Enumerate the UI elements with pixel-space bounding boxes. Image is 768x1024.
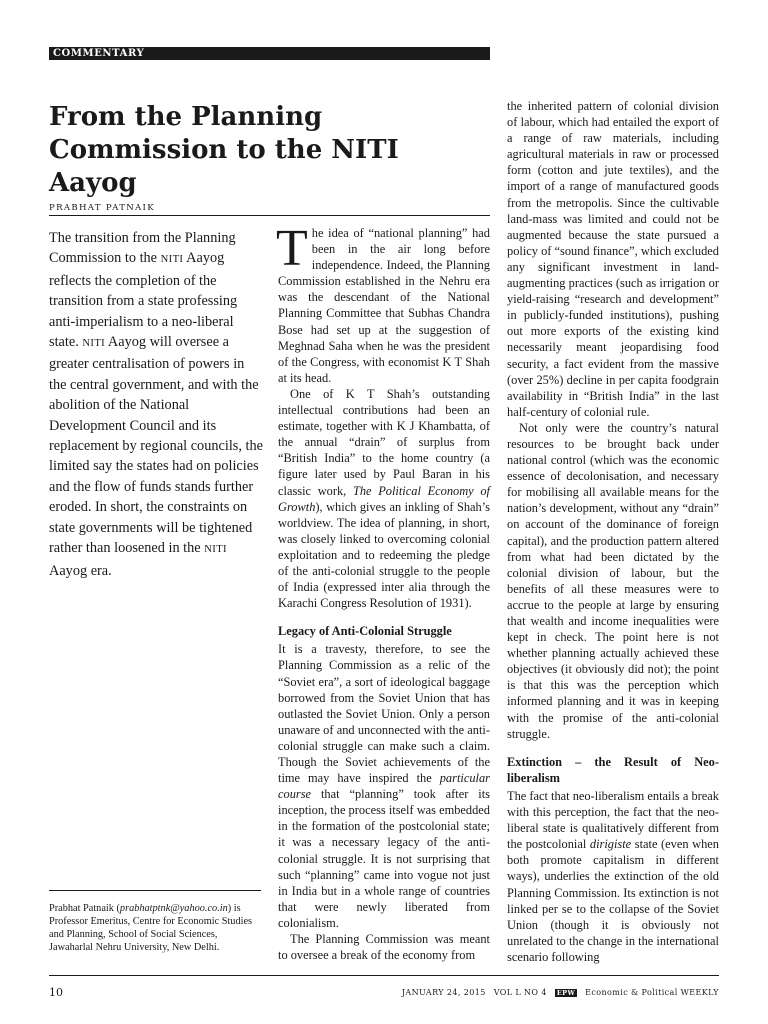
paragraph — [278, 931, 490, 963]
text-span: NITI — [160, 254, 184, 266]
page-title: From the Planning Commission to the NITI Aayog — [49, 102, 399, 198]
divider — [49, 215, 490, 216]
abstract — [49, 228, 265, 581]
italic-text: particular course — [278, 771, 490, 802]
text-span: One of K T Shah’s outstanding intellectual contributions had been an estimate, together with K J Khambatta, of the annual “drain” of surplus from “British India” to the home country (a figure later used by Paul Baran in his classic work, — [278, 386, 490, 498]
section-heading: Extinction – the Result of Neo-liberalism — [507, 754, 719, 785]
author-divider — [49, 890, 261, 891]
text-span: Aayog will oversee a greater centralisation of powers in the central government, and with the abolition of the National Development Council and its replacement by regional councils, the limited say the states had on policies and the flow of funds stands further eroded. In short, the constraints on state governments will be tightened rather than loosened in the — [49, 334, 263, 557]
section-label: COMMENTARY — [49, 47, 490, 60]
paragraph — [276, 220, 490, 386]
text-span: that “planning” took after its inception, the process itself was embedded in the formation of the postcolonial state; it was a necessary legacy of the anti-colonial struggle. It is not surprising that such “planning” came into vogue not just in India but in a whole range of countries that were newly liberated from colonialism. — [278, 787, 490, 930]
text-span: It is a travesty, therefore, to see the Planning Commission as a relic of the “Soviet era”, a sort of ideological baggage borrowed from the Soviet Union that has outlasted the Soviet Union. Only a person unaware of and unconnected with the anti-colonial struggle can make such a claim. Though the Soviet achievements of the time may have inspired the — [278, 642, 490, 786]
article-column-2 — [507, 98, 719, 965]
footer-divider — [49, 975, 719, 976]
text-span: Not only were the country’s natural resources to be brought back under national control (which was the economic essence of decolonisation, and necessary for mobilising all available means for the nation’s development, without any “drain” on account of the dominance of foreign capital), and the production pattern altered from what had been dictated by the colonial division of labour, but the benefits of all these measures were to accrue to the people at large by ensuring that wealth and income inequalities were kept in check. The point here is not whether planning actually achieved these objectives (it obviously did not); the point is that this was the perception which informed planning and it was in keeping with the promise of the anti-colonial struggle. — [507, 420, 719, 741]
text-span: Aayog reflects the completion of the transition from a state professing anti-imperialism to a neo-liberal state. — [49, 250, 238, 351]
text-span: the inherited pattern of colonial division of labour, which had entailed the export of a range of raw materials, including agricultural materials in raw or processed form (cotton and jute textiles), and the import of a range of manufactured goods from the metropolis. Since the cultivable land-mass was limited and could not be augmented because the state pursued a policy of “sound finance”, which excluded any significant investment in land-augmenting practices (such as irrigation or yield-raising “research and development” in publicly-funded institutions), pushing out more exports of the existing kind necessarily meant jeopardising food security, a fact evident from the massive (over 25%) decline in per capita foodgrain availability in “British India” in the last half-century of colonial rule. — [507, 99, 719, 419]
italic-text: dirigiste — [589, 837, 632, 852]
text-span: The transition from the Planning Commission to the — [49, 230, 236, 267]
text-span: The fact that neo-liberalism entails a break with this perception, the fact that the neo-liberal state is qualitatively different from the postcolonial — [507, 788, 719, 852]
italic-text: prabhatptnk@yahoo.co.in — [119, 903, 228, 914]
text-span: state (even when both promote capitalism in different ways), underlies the extinction of the old Planning Commission. Its extinction is not linked per se to the collapse of the Soviet Union (though it is obviously not unrelated to the change in the international scenario following — [507, 837, 719, 964]
text-span: Prabhat Patnaik ( — [49, 903, 120, 914]
text-span: he idea of “national planning” had been in the air long before independence. Indeed, the Planning Commission established in the Nehru era was the descendant of the National Planning Committee that Subhas Chandra Bose had set up at the suggestion of Meghnad Saha when he was the president of the Congress, with economist K T Shah at its head. — [278, 226, 490, 385]
paragraph — [507, 98, 719, 420]
page-number: 10 — [49, 986, 63, 999]
text-span: The Planning Commission was meant to oversee a break of the economy from — [278, 932, 490, 963]
footer-info — [402, 988, 719, 997]
paragraph — [278, 386, 490, 611]
article-column-1 — [276, 220, 490, 963]
epw-logo: EPW — [556, 988, 576, 997]
paragraph — [507, 420, 719, 742]
section-heading: Legacy of Anti-Colonial Struggle — [278, 624, 452, 639]
text-span: NITI — [204, 544, 227, 556]
text-span: ) is Professor Emeritus, Centre for Economic Studies and Planning, School of Social Sciences, Jawaharlal Nehru University, New Delhi. — [49, 903, 253, 953]
italic-text: The Political Economy of Growth — [278, 483, 490, 514]
author-note — [49, 902, 259, 954]
paragraph — [507, 788, 719, 965]
paragraph — [278, 641, 490, 931]
issue-volume: VOL L NO 4 — [493, 988, 547, 997]
journal-name: Economic & Political WEEKLY — [585, 988, 719, 997]
text-span: NITI — [82, 338, 106, 350]
text-span: ), which gives an inkling of Shah’s worldview. The idea of planning, in short, was closely linked to overcoming colonial exploitation and to redeeming the pledge of the anti-colonial struggle to the people of India (expressed inter alia through the Karachi Congress Resolution of 1931). — [278, 499, 490, 611]
drop-cap: T — [276, 220, 308, 277]
byline: PRABHAT PATNAIK — [49, 203, 155, 213]
text-span: Aayog era. — [49, 562, 112, 579]
issue-date: JANUARY 24, 2015 — [401, 988, 486, 997]
